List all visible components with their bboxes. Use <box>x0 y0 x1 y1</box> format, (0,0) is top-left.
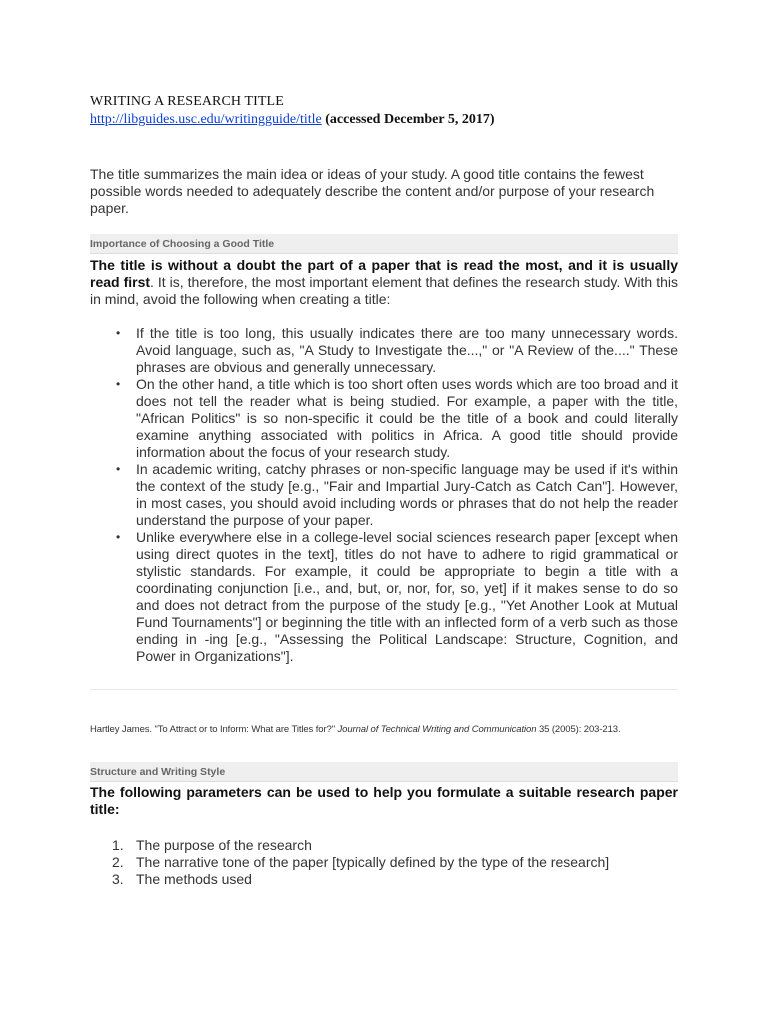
bullet-icon: • <box>116 326 121 340</box>
list-item <box>116 325 678 376</box>
bullet-icon: • <box>116 462 121 476</box>
bullet-icon: • <box>116 377 121 391</box>
list-number: 2. <box>112 854 124 870</box>
importance-lead-bold: The title is without a doubt the part of a paper that is read the most, and it is usually read first <box>90 257 678 290</box>
document-title: WRITING A RESEARCH TITLE <box>90 94 284 109</box>
list-item-text: If the title is too long, this usually indicates there are too many unnecessary words. Avoid language, such as, "A Study to Investigate the...," or "A Review of the...." These phrases are obvious and generally unnecessary. <box>136 325 678 375</box>
intro-paragraph: The title summarizes the main idea or ideas of your study. A good title contains the fewest possible words needed to adequately describe the content and/or purpose of your research paper. <box>90 166 655 216</box>
list-number: 1. <box>112 837 124 853</box>
importance-paragraph <box>90 257 678 308</box>
list-number: 3. <box>112 871 124 887</box>
list-item <box>112 854 609 871</box>
importance-lead-rest: . It is, therefore, the most important element that defines the research study. With this in mind, avoid the following when creating a title: <box>90 274 678 307</box>
list-item <box>116 461 678 529</box>
section-heading-importance: Importance of Choosing a Good Title <box>90 234 678 254</box>
bullet-icon: • <box>116 530 121 544</box>
accessed-date: (accessed December 5, 2017) <box>325 112 495 127</box>
citation-journal: Journal of Technical Writing and Communication <box>337 724 537 735</box>
list-item-text: In academic writing, catchy phrases or non-specific language may be used if it's within the context of the study [e.g., "Fair and Impartial Jury-Catch as Catch Can"]. However, in most cases, you should avoid including words or phrases that do not help the reader understand the purpose of your paper. <box>136 461 678 528</box>
list-item-text: The methods used <box>136 871 252 887</box>
citation-rest: 35 (2005): 203-213. <box>536 724 621 735</box>
source-line <box>90 112 495 128</box>
list-item <box>112 837 609 854</box>
section-heading-structure: Structure and Writing Style <box>90 762 678 782</box>
source-link[interactable]: http://libguides.usc.edu/writingguide/title <box>90 112 322 127</box>
list-item <box>116 529 678 665</box>
citation-authors: Hartley James. "To Attract or to Inform: What are Titles for?" <box>90 724 338 735</box>
list-item <box>112 871 609 888</box>
list-item <box>116 376 678 461</box>
avoid-list <box>116 325 678 665</box>
list-item-text: Unlike everywhere else in a college-level social sciences research paper [except when using direct quotes in the text], titles do not have to adhere to rigid grammatical or stylistic standards. For example, it could be appropriate to begin a title with a coordinating conjunction [i.e., and, but, or, nor, for, so, yet] if it makes sense to do so and does not detract from the purpose of the study [e.g., "Yet Another Look at Mutual Fund Tournaments"] or beginning the title with an inflected form of a verb such as those ending in -ing [e.g., "Assessing the Political Landscape: Structure, Cognition, and Power in Organizations"]. <box>136 529 678 664</box>
list-item-text: The narrative tone of the paper [typically defined by the type of the research] <box>136 854 610 870</box>
section-divider <box>90 689 678 690</box>
list-item-text: On the other hand, a title which is too short often uses words which are too broad and it does not tell the reader what is being studied. For example, a paper with the title, "African Politics" is so non-specific it could be the title of a book and could literally examine anything associated with politics in Africa. A good title should provide information about the focus of your research study. <box>136 376 678 460</box>
parameters-list <box>112 837 609 888</box>
list-item-text: The purpose of the research <box>136 837 312 853</box>
structure-paragraph: The following parameters can be used to help you formulate a suitable research paper title: <box>90 784 678 817</box>
citation <box>90 724 678 735</box>
